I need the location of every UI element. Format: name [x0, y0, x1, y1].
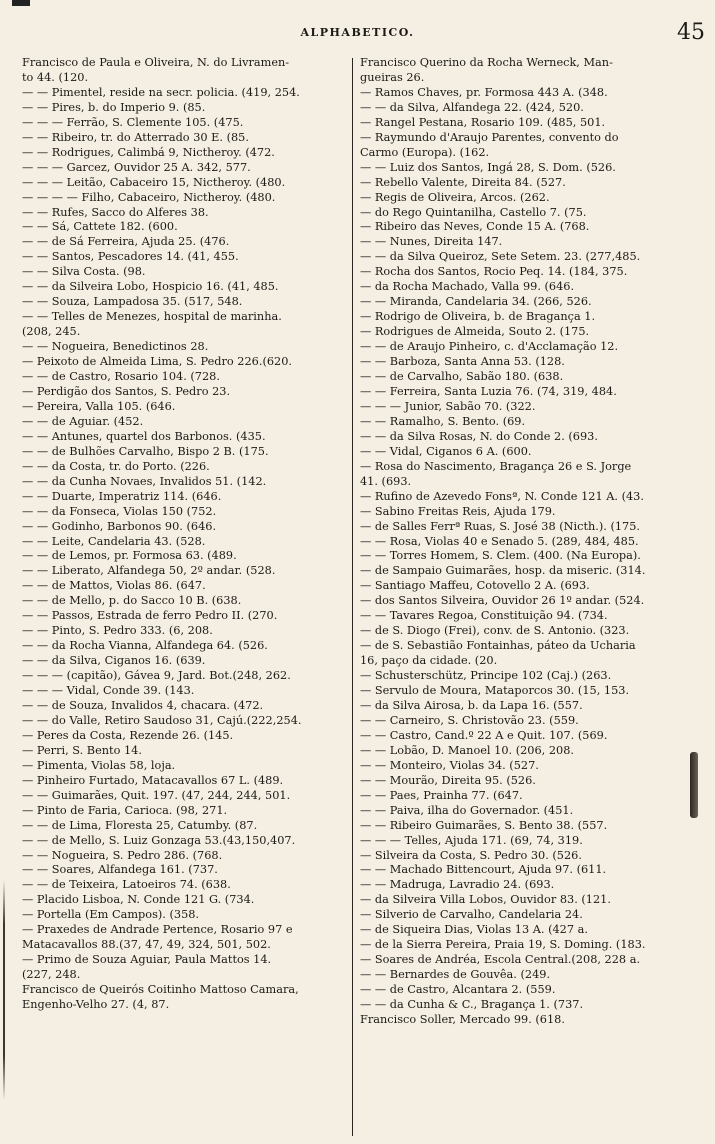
directory-entry-line: — — da Silva, Ciganos 16. (639. — [22, 654, 206, 668]
directory-entry-line: — de Sampaio Guimarães, hosp. da miseric. (314. — [360, 564, 646, 578]
running-head: ALPHABETICO. — [300, 26, 415, 39]
page-number: 45 — [677, 20, 705, 45]
directory-entry-line: — dos Santos Silveira, Ouvidor 26 1º andar. (524. — [360, 594, 645, 608]
directory-entry-line: — Praxedes de Andrade Pertence, Rosario 97 e — [22, 923, 293, 937]
directory-entry-line: — Peres da Costa, Rezende 26. (145. — [22, 728, 234, 742]
directory-entry-line: — — da Costa, tr. do Porto. (226. — [22, 459, 210, 473]
directory-entry-line: — Perri, S. Bento 14. — [22, 743, 142, 757]
directory-entry-line: Carmo (Europa). (162. — [360, 145, 490, 159]
directory-entry-line: — Schusterschütz, Principe 102 (Caj.) (263. — [360, 669, 612, 683]
directory-entry-line: — — de Carvalho, Sabão 180. (638. — [360, 370, 564, 384]
directory-entry-line: — — Silva Costa. (98. — [22, 265, 146, 279]
directory-entry-line: — Rosa do Nascimento, Bragança 26 e S. Jorge — [360, 459, 632, 473]
directory-entry-line: — — Torres Homem, S. Clem. (400. (Na Europa). — [360, 549, 641, 563]
directory-entry-line: — — Telles de Menezes, hospital de marinha. — [22, 310, 282, 324]
page-edge-mark — [12, 0, 30, 6]
directory-entry-line: — — de Mello, S. Luiz Gonzaga 53.(43,150,407. — [22, 833, 296, 847]
directory-entry-line: — — Luiz dos Santos, Ingá 28, S. Dom. (526. — [360, 160, 616, 174]
directory-entry-line: — Soares de Andréa, Escola Central.(208, 228 a. — [360, 953, 641, 967]
directory-entry-line: — — Rufes, Sacco do Alferes 38. — [22, 205, 209, 219]
directory-entry-line: — — Lobão, D. Manoel 10. (206, 208. — [360, 743, 574, 757]
right-column — [360, 56, 708, 1141]
directory-entry-line: — — da Cunha Novaes, Invalidos 51. (142. — [22, 474, 267, 488]
directory-entry-line: — — Machado Bittencourt, Ajuda 97. (611. — [360, 863, 607, 877]
directory-entry-line: — Silveira da Costa, S. Pedro 30. (526. — [360, 848, 582, 862]
directory-entry-line: — — Miranda, Candelaria 34. (266, 526. — [360, 295, 592, 309]
margin-ink-mark — [690, 752, 698, 818]
directory-entry-line: — Ramos Chaves, pr. Formosa 443 A. (348. — [360, 85, 608, 99]
directory-entry-line: Francisco de Paula e Oliveira, N. do Livramen- — [22, 56, 290, 69]
directory-entry-line: — — de Souza, Invalidos 4, chacara. (472. — [22, 698, 264, 712]
directory-entry-line: — — Sá, Cattete 182. (600. — [22, 220, 178, 234]
directory-entry-line: — — da Rocha Vianna, Alfandega 64. (526. — [22, 639, 268, 653]
directory-entry-line: — — Soares, Alfandega 161. (737. — [22, 863, 218, 877]
directory-entry-line: — — — Ferrão, S. Clemente 105. (475. — [22, 115, 244, 129]
directory-entry-line: — — de Sá Ferreira, Ajuda 25. (476. — [22, 235, 230, 249]
directory-entry-line: — — Paes, Prainha 77. (647. — [360, 788, 523, 802]
directory-entry-line: — — de Mello, p. do Sacco 10 B. (638. — [22, 594, 242, 608]
directory-entry-line: — — Santos, Pescadores 14. (41, 455. — [22, 250, 239, 264]
page-header — [0, 20, 715, 48]
directory-entry-line: — — da Silveira Lobo, Hospicio 16. (41, 485. — [22, 280, 279, 294]
directory-entry-line: — — de Lima, Floresta 25, Catumby. (87. — [22, 818, 258, 832]
directory-entry-line: — — Ferreira, Santa Luzia 76. (74, 319, 484. — [360, 384, 617, 398]
directory-entry-line: — — Tavares Regoa, Constituição 94. (734. — [360, 609, 608, 623]
directory-entry-line: — — — Leitão, Cabaceiro 15, Nictheroy. (480. — [22, 175, 286, 189]
directory-entry-line: — Rodrigues de Almeida, Souto 2. (175. — [360, 325, 590, 339]
directory-entry-line: — da Silveira Villa Lobos, Ouvidor 83. (121. — [360, 893, 611, 907]
directory-entry-line: — — Bernardes de Gouvêa. (249. — [360, 968, 551, 982]
directory-entry-line: — — da Silva Rosas, N. do Conde 2. (693. — [360, 429, 598, 443]
directory-entry-line: — — Liberato, Alfandega 50, 2º andar. (528. — [22, 564, 276, 578]
directory-entry-line: Matacavallos 88.(37, 47, 49, 324, 501, 502. — [22, 938, 271, 952]
directory-entry-line: — — Carneiro, S. Christovão 23. (559. — [360, 713, 579, 727]
directory-entry-line: Francisco de Queirós Coitinho Mattoso Camara, — [22, 983, 299, 997]
directory-entry-line: — — Pires, b. do Imperio 9. (85. — [22, 100, 206, 114]
directory-entry-line: — — Antunes, quartel dos Barbonos. (435. — [22, 429, 266, 443]
column-divider — [352, 58, 353, 1136]
directory-entry-line: — — Nogueira, S. Pedro 286. (768. — [22, 848, 223, 862]
directory-entry-line: — Primo de Souza Aguiar, Paula Mattos 14. — [22, 953, 272, 967]
directory-entry-line: — de la Sierra Pereira, Praia 19, S. Doming. (183. — [360, 938, 646, 952]
directory-entry-line: — Ribeiro das Neves, Conde 15 A. (768. — [360, 220, 590, 234]
directory-entry-line: — Pereira, Valla 105. (646. — [22, 399, 176, 413]
binding-ink-mark — [3, 880, 5, 1100]
directory-entry-line: — Sabino Freitas Reis, Ajuda 179. — [360, 504, 556, 518]
directory-entry-line: — de S. Sebastião Fontainhas, páteo da Ucharia — [360, 639, 636, 653]
directory-entry-line: — — Guimarães, Quit. 197. (47, 244, 244, 501. — [22, 788, 291, 802]
directory-entry-line: — Peixoto de Almeida Lima, S. Pedro 226.(620. — [22, 355, 293, 369]
directory-entry-line: — — de Castro, Rosario 104. (728. — [22, 370, 220, 384]
directory-entry-line: — — de Aguiar. (452. — [22, 414, 144, 428]
directory-entry-line: — — — Garcez, Ouvidor 25 A. 342, 577. — [22, 160, 251, 174]
directory-entry-line: — — Monteiro, Violas 34. (527. — [360, 758, 539, 772]
directory-entry-line: — Portella (Em Campos). (358. — [22, 908, 200, 922]
directory-entry-line: — da Rocha Machado, Valla 99. (646. — [360, 280, 575, 294]
directory-entry-line: — Pinto de Faria, Carioca. (98, 271. — [22, 803, 228, 817]
directory-entry-line: — — Passos, Estrada de ferro Pedro II. (270. — [22, 609, 278, 623]
directory-entry-line: Francisco Querino da Rocha Werneck, Man- — [360, 56, 613, 69]
directory-entry-line: — — Nunes, Direita 147. — [360, 235, 503, 249]
directory-entry-line: — — — Telles, Ajuda 171. (69, 74, 319. — [360, 833, 583, 847]
directory-entry-line: — — — Junior, Sabão 70. (322. — [360, 399, 536, 413]
directory-entry-line: — — — — Filho, Cabaceiro, Nictheroy. (480. — [22, 190, 276, 204]
directory-entry-line: — — Ribeiro Guimarães, S. Bento 38. (557. — [360, 818, 608, 832]
directory-entry-line: — Rocha dos Santos, Rocio Peq. 14. (184, 375. — [360, 265, 628, 279]
directory-entry-line: — — Paiva, ilha do Governador. (451. — [360, 803, 574, 817]
directory-entry-line: — — Rodrigues, Calimbá 9, Nictheroy. (472. — [22, 145, 275, 159]
directory-entry-line: — — Mourão, Direita 95. (526. — [360, 773, 536, 787]
directory-entry-line: — — Vidal, Ciganos 6 A. (600. — [360, 444, 532, 458]
directory-entry-line: — — Souza, Lampadosa 35. (517, 548. — [22, 295, 243, 309]
directory-entry-line: — de Siqueira Dias, Violas 13 A. (427 a. — [360, 923, 588, 937]
directory-entry-line: — Pimenta, Violas 58, loja. — [22, 758, 176, 772]
directory-entry-line: — Placido Lisboa, N. Conde 121 G. (734. — [22, 893, 255, 907]
directory-entry-line: — — de Mattos, Violas 86. (647. — [22, 579, 206, 593]
directory-entry-line: — de Salles Ferrª Ruas, S. José 38 (Nicth.). (175. — [360, 519, 641, 533]
directory-entry-line: to 44. (120. — [22, 70, 89, 84]
directory-entry-line: — — Pimentel, reside na secr. policia. (419, 254. — [22, 85, 300, 99]
directory-entry-line: gueiras 26. — [360, 70, 425, 84]
directory-entry-line: — — da Silva Queiroz, Sete Setem. 23. (277,485. — [360, 250, 641, 264]
directory-entry-line: — — da Cunha & C., Bragança 1. (737. — [360, 998, 584, 1012]
directory-entry-line: — — Pinto, S. Pedro 333. (6, 208. — [22, 624, 213, 638]
directory-entry-line: — — da Silva, Alfandega 22. (424, 520. — [360, 100, 584, 114]
directory-entry-line: — — Ribeiro, tr. do Atterrado 30 E. (85. — [22, 130, 249, 144]
directory-entry-line: 41. (693. — [360, 474, 412, 488]
directory-entry-line: — Rodrigo de Oliveira, b. de Bragança 1. — [360, 310, 596, 324]
directory-entry-line: — da Silva Airosa, b. da Lapa 16. (557. — [360, 698, 583, 712]
directory-entry-line: — — Duarte, Imperatriz 114. (646. — [22, 489, 222, 503]
directory-entry-line: — — Godinho, Barbonos 90. (646. — [22, 519, 217, 533]
directory-entry-line: Francisco Soller, Mercado 99. (618. — [360, 1013, 565, 1026]
directory-entry-line: — Raymundo d'Araujo Parentes, convento do — [360, 130, 619, 144]
directory-entry-line: — — de Araujo Pinheiro, c. d'Acclamação 12. — [360, 340, 619, 354]
directory-entry-line: — Rebello Valente, Direita 84. (527. — [360, 175, 566, 189]
directory-entry-line: — Rangel Pestana, Rosario 109. (485, 501. — [360, 115, 606, 129]
directory-entry-line: — Perdigão dos Santos, S. Pedro 23. — [22, 384, 231, 398]
directory-entry-line: — — da Fonseca, Violas 150 (752. — [22, 504, 217, 518]
directory-entry-line: — de S. Diogo (Frei), conv. de S. Antonio. (323. — [360, 624, 630, 638]
directory-entry-line: — — de Bulhões Carvalho, Bispo 2 B. (175. — [22, 444, 269, 458]
directory-entry-line: — — Ramalho, S. Bento. (69. — [360, 414, 526, 428]
directory-entry-line: — — — Vidal, Conde 39. (143. — [22, 684, 195, 698]
directory-entry-line: (208, 245. — [22, 325, 81, 339]
directory-entry-line: — — de Lemos, pr. Formosa 63. (489. — [22, 549, 237, 563]
directory-entry-line: — Servulo de Moura, Mataporcos 30. (15, 153. — [360, 684, 630, 698]
directory-entry-line: (227, 248. — [22, 968, 81, 982]
directory-entry-line: — — Barboza, Santa Anna 53. (128. — [360, 355, 565, 369]
directory-entry-line: — Silverio de Carvalho, Candelaria 24. — [360, 908, 583, 922]
directory-entry-line: — Regis de Oliveira, Arcos. (262. — [360, 190, 550, 204]
directory-entry-line: — — do Valle, Retiro Saudoso 31, Cajú.(222,254. — [22, 713, 302, 727]
directory-entry-line: — Santiago Maffeu, Cotovello 2 A. (693. — [360, 579, 590, 593]
left-column — [22, 56, 350, 1141]
directory-entry-line: — — Nogueira, Benedictinos 28. — [22, 340, 209, 354]
directory-entry-line: — — Leite, Candelaria 43. (528. — [22, 534, 206, 548]
directory-entry-line: 16, paço da cidade. (20. — [360, 654, 498, 668]
directory-entry-line: — do Rego Quintanilha, Castello 7. (75. — [360, 205, 587, 219]
directory-entry-line: — — Madruga, Lavradio 24. (693. — [360, 878, 555, 892]
directory-entry-line: — Pinheiro Furtado, Matacavallos 67 L. (489. — [22, 773, 284, 787]
directory-entry-line: — Rufino de Azevedo Fonsª, N. Conde 121 A. (43. — [360, 489, 644, 503]
directory-entry-line: — — Castro, Cand.º 22 A e Quit. 107. (569. — [360, 728, 608, 742]
directory-entry-line: — — — (capitão), Gávea 9, Jard. Bot.(248, 262. — [22, 669, 291, 683]
directory-entry-line: — — Rosa, Violas 40 e Senado 5. (289, 484, 485. — [360, 534, 639, 548]
directory-entry-line: — — de Castro, Alcantara 2. (559. — [360, 983, 556, 997]
directory-entry-line: — — de Teixeira, Latoeiros 74. (638. — [22, 878, 231, 892]
directory-entry-line: Engenho-Velho 27. (4, 87. — [22, 998, 170, 1012]
